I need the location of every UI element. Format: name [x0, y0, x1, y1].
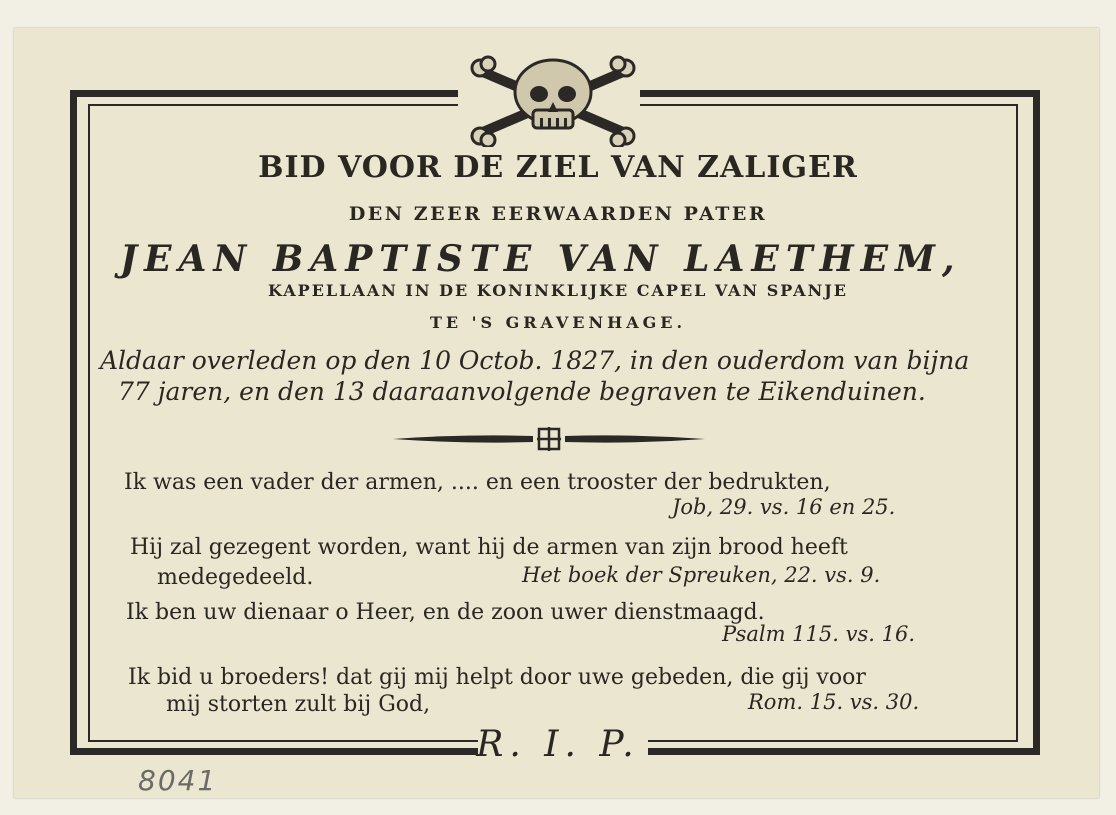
heading: BID VOOR DE ZIEL VAN ZALIGER — [258, 150, 858, 185]
title: DEN ZEER EERWAARDEN PATER — [348, 203, 768, 225]
verse-4-reference: Rom. 15. vs. 30. — [748, 690, 920, 714]
verse-3-line-1: Ik ben uw dienaar o Heer, en de zoon uwer dienstmaagd. — [126, 600, 765, 625]
death-line-2: 77 jaren, en den 13 daaraanvolgende begraven te Eikenduinen. — [118, 377, 926, 406]
place-line: TE 'S GRAVENHAGE. — [429, 313, 687, 332]
office-line: KAPELLAAN IN DE KONINKLIJKE CAPEL VAN SPANJE — [268, 281, 848, 300]
inner-border — [88, 104, 1018, 742]
verse-4-line-1: Ik bid u broeders! dat gij mij helpt door uwe gebeden, die gij voor — [128, 665, 866, 690]
verse-3-reference: Psalm 115. vs. 16. — [722, 622, 915, 646]
verse-1-reference: Job, 29. vs. 16 en 25. — [672, 495, 896, 519]
verse-2-reference: Het boek der Spreuken, 22. vs. 9. — [522, 563, 881, 587]
death-line-1: Aldaar overleden op den 10 Octob. 1827, in den ouderdom van bijna — [100, 346, 970, 375]
ornamental-cross-divider-icon — [393, 424, 705, 454]
closing-rip: R. I. P. — [476, 724, 640, 765]
verse-4-line-2: mij storten zult bij God, — [166, 692, 431, 717]
verse-1-line-1: Ik was een vader der armen, .... en een trooster der bedrukten, — [124, 470, 831, 495]
inventory-number: 8041 — [138, 764, 218, 797]
skull-and-crossbones-icon — [468, 52, 638, 147]
verse-2-line-2: medegedeeld. — [157, 565, 314, 590]
deceased-name: JEAN BAPTISTE VAN LAETHEM, — [120, 238, 962, 280]
verse-2-line-1: Hij zal gezegent worden, want hij de armen van zijn brood heeft — [130, 535, 848, 560]
